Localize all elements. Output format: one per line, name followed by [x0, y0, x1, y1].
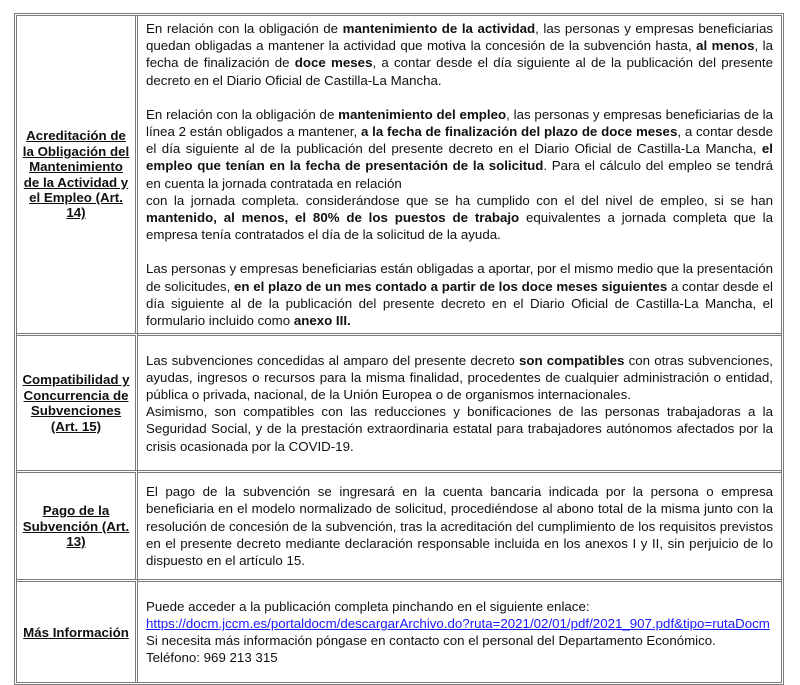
row-content	[138, 579, 781, 682]
text: con otras subvenciones, ayudas, ingresos o recursos para la misma finalidad, procedentes de cualquier administración o entidad, pública o privada, nacional, de la Unión Europea o de organismos internacionales.	[146, 352, 773, 403]
table-row-mas-informacion	[17, 579, 781, 682]
intro-text: Puede acceder a la publicación completa pinchando en el siguiente enlace:	[146, 598, 590, 614]
bold-text: mantenimiento del empleo	[338, 106, 507, 122]
text: con la jornada completa. considerándose que se ha cumplido con el del nivel de empleo, si se han	[146, 192, 773, 208]
row-content	[138, 470, 781, 579]
text: . Para el cálculo del empleo se tendrá en cuenta la jornada contratada en relación	[146, 158, 774, 191]
table-row-pago	[17, 470, 781, 579]
paragraph	[146, 483, 773, 569]
bold-text: son compatibles	[518, 352, 625, 368]
info-table	[14, 13, 784, 685]
text: , a contar desde el día siguiente al de la publicación del presente decreto en el Diario Oficial de Castilla-La Mancha,	[146, 124, 774, 157]
bold-text: anexo III.	[293, 313, 351, 329]
text: El pago de la subvención se ingresará en la cuenta bancaria indicada por la persona o empresa beneficiaria en el modelo normalizado de solicitud, procediéndose al abono total de la misma junto con la resolución de concesión de la subvención, tras la acreditación del cumplimiento de los requisitos previstos en el presente decreto mediante declaración responsable incluida en los anexos I y II, sin perjuicio de lo dispuesto en el artículo 15.	[146, 484, 773, 569]
text: En relación con la obligación de	[146, 106, 339, 122]
bold-text: en el plazo de un mes contado a partir de los doce meses siguientes	[234, 278, 668, 294]
text: a contar desde el día siguiente al de la publicación del presente decreto en el Diario Oficial de Castilla-La Mancha, el formulario incluido como	[146, 278, 773, 329]
paragraph	[146, 352, 773, 455]
row-label	[17, 579, 138, 682]
text: Las subvenciones concedidas al amparo del presente decreto	[146, 352, 519, 368]
bold-text: a la fecha de finalización del plazo de doce meses	[360, 124, 678, 140]
docm-link[interactable]: https://docm.jccm.es/portaldocm/descargarArchivo.do?ruta=2021/02/01/pdf/2021_907.pdf&tipo=rutaDocm	[146, 616, 770, 632]
text: Asimismo, son compatibles con las reducciones y bonificaciones de las personas trabajadoras a la Seguridad Social, y de la prestación extraordinaria estatal para trabajadores autónomos afectados por la crisis ocasionada por la COVID-19.	[146, 404, 773, 454]
row-label-text: Pago de la Subvención (Art. 13)	[22, 503, 130, 549]
paragraph	[146, 260, 773, 329]
row-label	[17, 333, 138, 470]
table-row-acreditacion	[17, 16, 781, 333]
bold-text: doce meses	[294, 55, 373, 71]
text: , las personas y empresas beneficiarias quedan obligadas a mantener la actividad que motiva la concesión de la subvención hasta,	[146, 21, 773, 54]
paragraph	[146, 20, 773, 89]
row-content	[138, 16, 781, 333]
row-content	[138, 333, 781, 470]
bold-text: al menos	[696, 38, 755, 54]
text: equivalentes a jornada completa que la empresa tenía contratados el día de la solicitud de la ayuda.	[146, 210, 773, 243]
text: En relación con la obligación de	[146, 21, 343, 36]
paragraph	[146, 106, 773, 244]
text: Las personas y empresas beneficiarias están obligadas a aportar, por el mismo medio que la presentación de solicitudes,	[146, 261, 773, 294]
bold-text: el empleo que tenían en la fecha de presentación de la solicitud	[146, 141, 773, 174]
row-label-text: Acreditación de la Obligación del Mantenimiento de la Actividad y el Empleo (Art. 14)	[22, 128, 130, 221]
bold-text: mantenimiento de la actividad	[342, 21, 536, 36]
contact-text: Si necesita más información póngase en contacto con el personal del Departamento Económico. Teléfono: 969 213 315	[146, 633, 716, 666]
bold-text: mantenido, al menos, el 80% de los puestos de trabajo	[146, 210, 520, 226]
row-label-text: Compatibilidad y Concurrencia de Subvenciones (Art. 15)	[22, 372, 130, 434]
text: , las personas y empresas beneficiarias de la línea 2 están obligados a mantener,	[146, 106, 773, 140]
text: , a contar desde el día siguiente al de la publicación del presente decreto en el Diario Oficial de Castilla-La Mancha.	[146, 55, 773, 88]
table-row-compatibilidad	[17, 333, 781, 470]
text: , la fecha de finalización de	[146, 38, 773, 71]
row-label-text: Más Información	[23, 624, 129, 640]
row-label	[17, 470, 138, 579]
row-label	[17, 16, 138, 333]
